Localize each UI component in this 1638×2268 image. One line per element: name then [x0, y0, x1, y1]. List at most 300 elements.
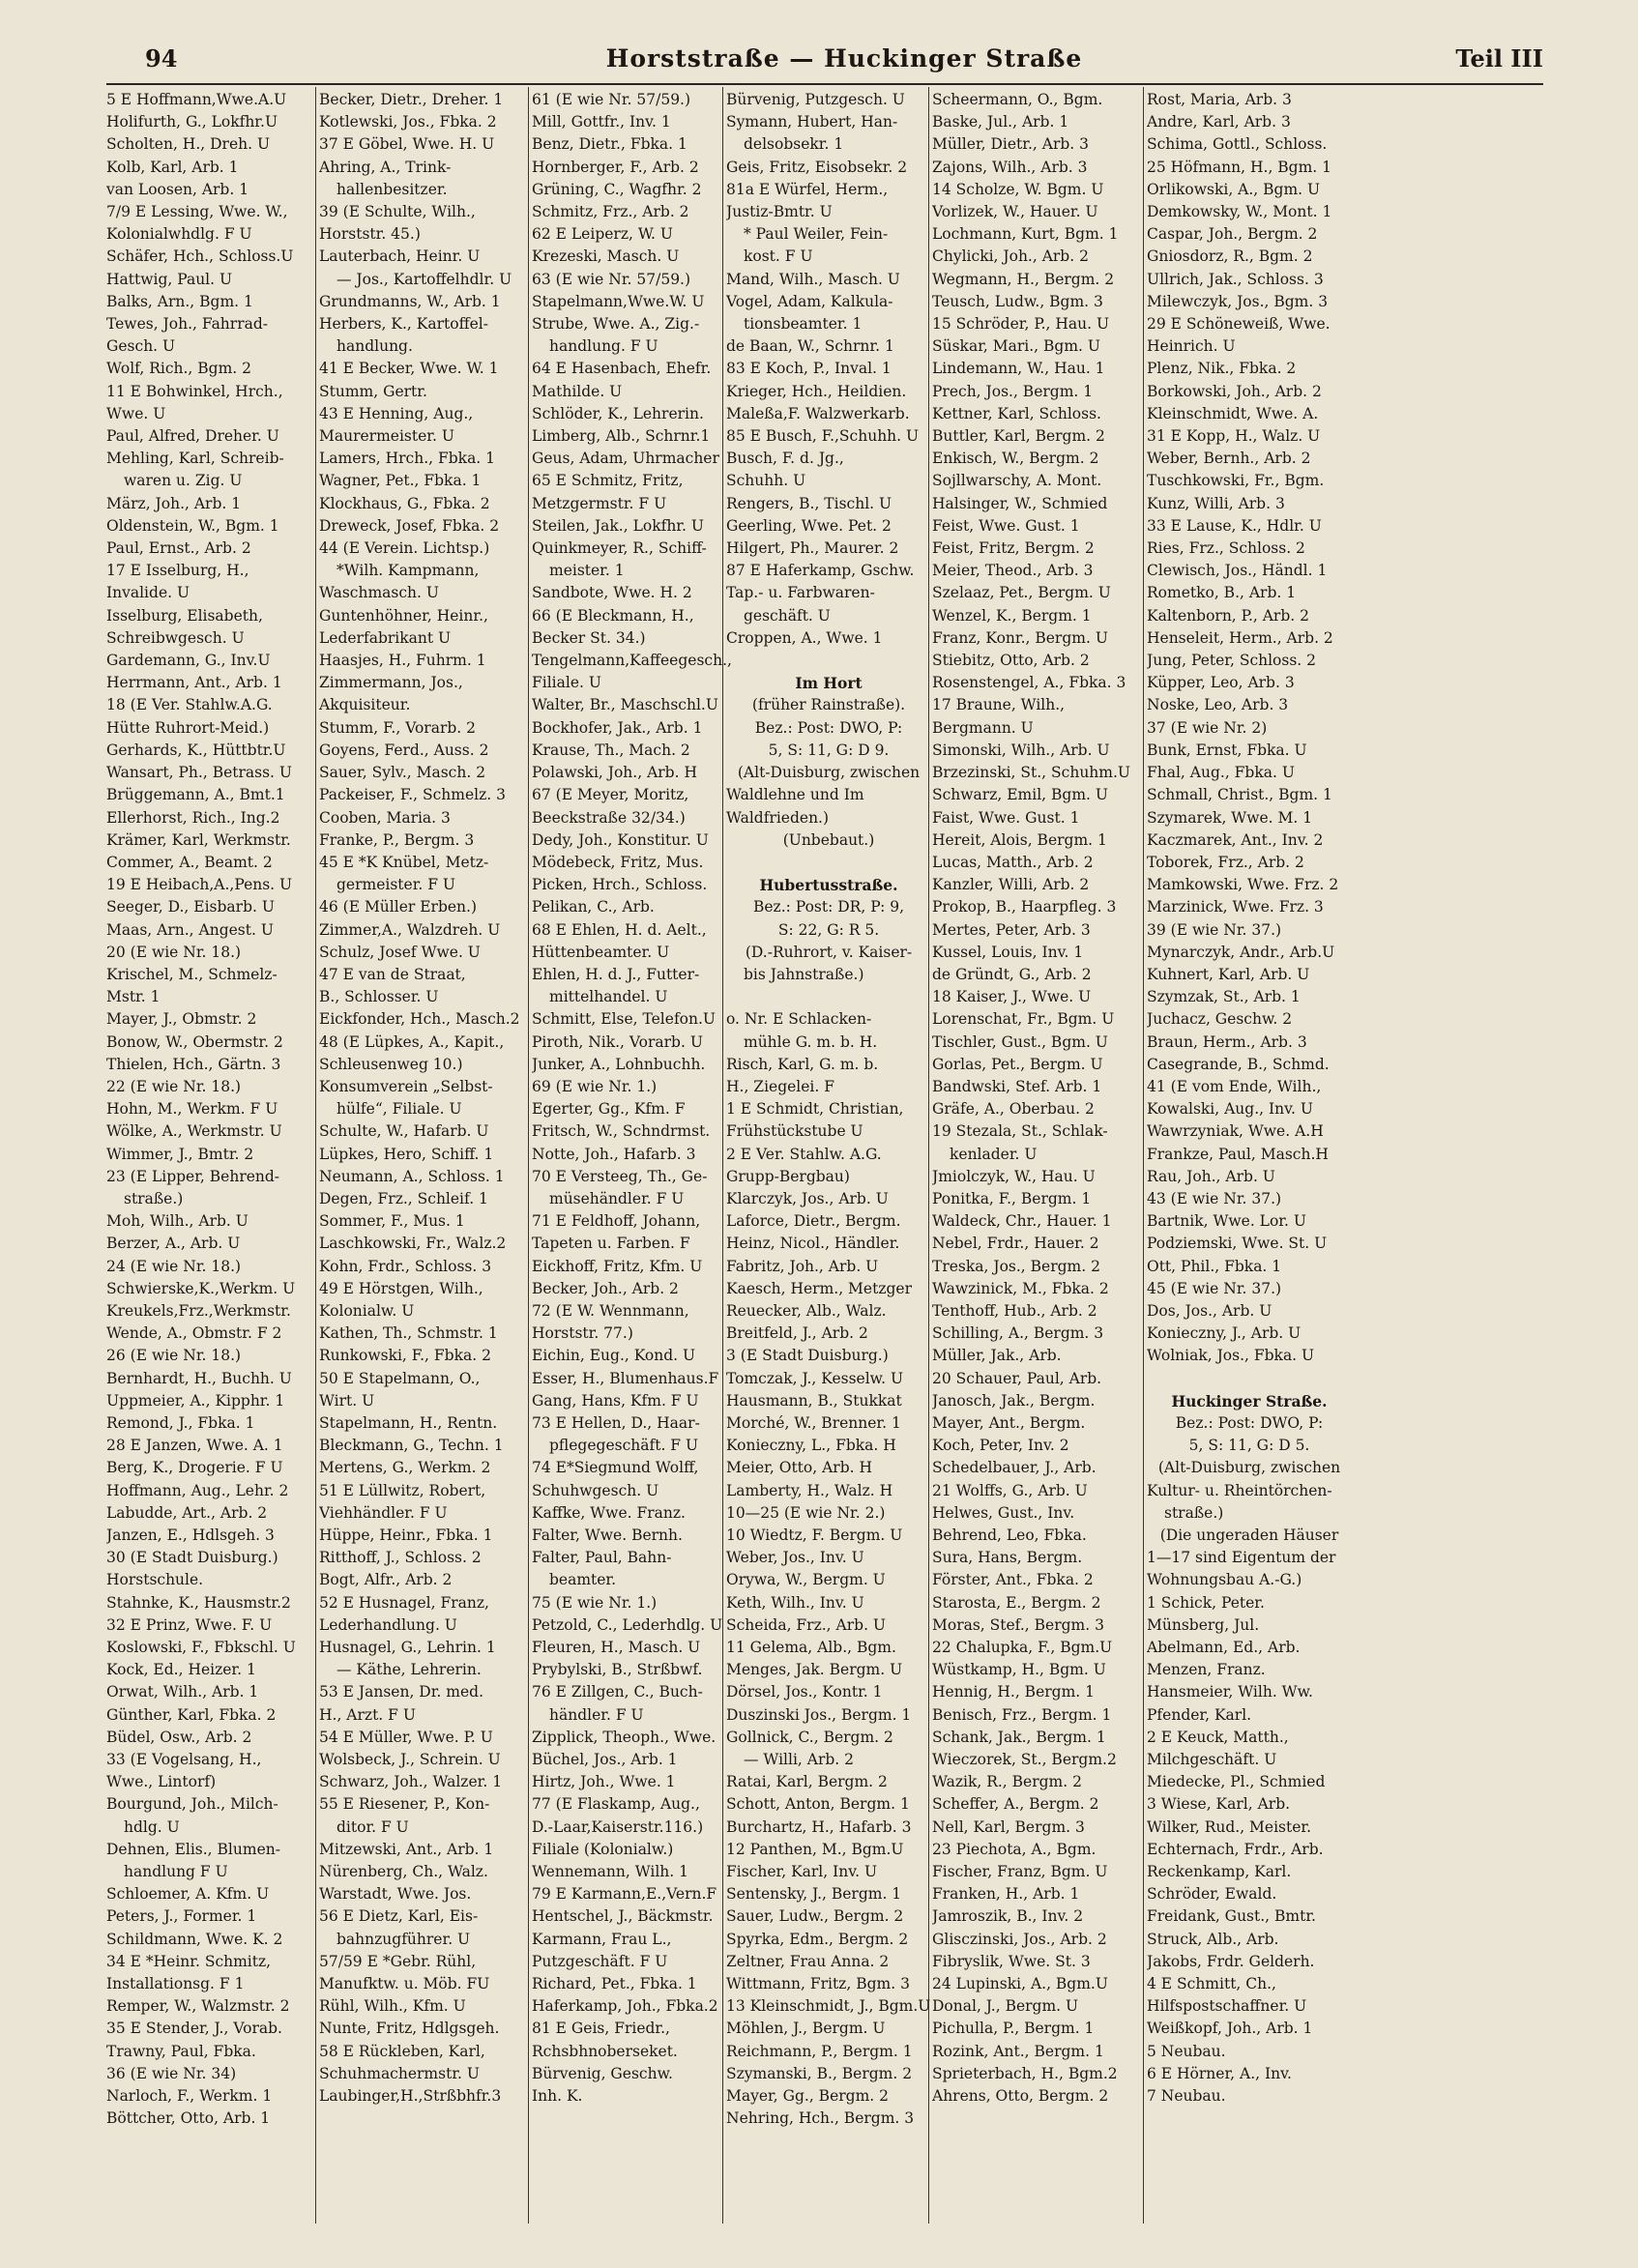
directory-entry: Möhlen, J., Bergm. U [726, 2020, 886, 2038]
directory-entry: Rometko, B., Arb. 1 [1147, 584, 1297, 602]
directory-entry: 32 E Prinz, Wwe. F. U [106, 1615, 273, 1634]
directory-entry: Narloch, F., Werkm. 1 [106, 2087, 273, 2106]
directory-entry: Bleckmann, G., Techn. 1 [319, 1437, 504, 1455]
directory-entry: Paul, Ernst., Arb. 2 [106, 539, 251, 558]
directory-entry: Petzold, C., Lederhdlg. U [532, 1615, 723, 1634]
directory-entry: Hubertusstraße. [759, 876, 898, 895]
directory-entry: Lauterbach, Heinr. U [319, 247, 481, 266]
directory-entry: Mstr. 1 [106, 988, 161, 1006]
directory-entry: 49 E Hörstgen, Wilh., [319, 1279, 483, 1297]
directory-entry: Fischer, Karl, Inv. U [726, 1863, 878, 1881]
directory-entry: 56 E Dietz, Karl, Eis- [319, 1907, 479, 1926]
directory-entry: Nebel, Frdr., Hauer. 2 [932, 1235, 1099, 1253]
directory-entry: Wilker, Rud., Meister. [1147, 1817, 1312, 1836]
directory-entry: mühle G. m. b. H. [744, 1032, 878, 1051]
directory-entry: 62 E Leiperz, W. U [532, 225, 673, 244]
directory-entry: Bürvenig, Geschw. [532, 2064, 673, 2082]
directory-entry: 33 E Lause, K., Hdlr. U [1147, 516, 1322, 535]
directory-entry: Orwat, Wilh., Arb. 1 [106, 1683, 259, 1701]
directory-entry: Berg, K., Drogerie. F U [106, 1459, 283, 1477]
directory-entry: Ahrens, Otto, Bergm. 2 [932, 2087, 1109, 2106]
directory-entry: Kolonialw. U [319, 1301, 415, 1320]
directory-entry: 45 E *K Knübel, Metz- [319, 853, 489, 871]
directory-entry: Schäfer, Hch., Schloss.U [106, 247, 294, 266]
directory-entry: hdlg. U [124, 1817, 180, 1836]
directory-entry: Schleusenweg 10.) [319, 1055, 463, 1073]
directory-entry: Sommer, F., Mus. 1 [319, 1212, 465, 1231]
directory-entry: Simonski, Wilh., Arb. U [932, 741, 1110, 759]
directory-entry: 75 (E wie Nr. 1.) [532, 1593, 658, 1612]
directory-entry: 17 Braune, Wilh., [932, 696, 1066, 714]
directory-entry: Warstadt, Wwe. Jos. [319, 1885, 472, 1904]
directory-entry: Rühl, Wilh., Kfm. U [319, 1997, 466, 2016]
directory-entry: 1 Schick, Peter. [1147, 1593, 1265, 1612]
directory-entry: Donal, J., Bergm. U [932, 1997, 1079, 2016]
directory-entry: Mayer, Gg., Bergm. 2 [726, 2087, 889, 2106]
directory-entry: Tewes, Joh., Fahrrad- [106, 315, 269, 334]
directory-entry: Ellerhorst, Rich., Ing.2 [106, 808, 280, 827]
directory-entry: 52 E Husnagel, Franz, [319, 1593, 489, 1612]
directory-entry: van Loosen, Arb. 1 [106, 180, 249, 198]
column-divider [722, 87, 723, 2224]
directory-entry: beamter. [549, 1571, 617, 1589]
directory-entry: Schwarz, Emil, Bgm. U [932, 786, 1108, 804]
directory-entry: Menges, Jak. Bergm. U [726, 1661, 903, 1679]
directory-entry: Pichulla, P., Bergm. 1 [932, 2020, 1095, 2038]
directory-entry: Paul, Alfred, Dreher. U [106, 427, 279, 446]
directory-entry: 83 E Koch, P., Inval. 1 [726, 360, 892, 378]
directory-entry: (Alt-Duisburg, zwischen [1157, 1459, 1341, 1477]
directory-entry: Szymzak, St., Arb. 1 [1147, 988, 1301, 1006]
directory-entry: Kaczmarek, Ant., Inv. 2 [1147, 830, 1324, 849]
directory-entry: Burchartz, H., Hafarb. 3 [726, 1817, 912, 1836]
directory-entry: Geis, Fritz, Eisobsekr. 2 [726, 158, 908, 176]
page-title: Horststraße — Huckinger Straße [605, 44, 1083, 73]
column-6 [1147, 89, 1352, 2108]
directory-entry: (Die ungeraden Häuser [1159, 1527, 1339, 1544]
directory-entry: 14 Scholze, W. Bgm. U [932, 180, 1104, 198]
directory-entry: 74 E*Siegmund Wolff, [532, 1459, 699, 1477]
directory-entry: Franz, Konr., Bergm. U [932, 628, 1108, 647]
directory-entry: Schmitt, Else, Telefon.U [532, 1010, 716, 1029]
directory-entry: 35 E Stender, J., Vorab. [106, 2020, 282, 2038]
directory-entry: 22 (E wie Nr. 18.) [106, 1077, 242, 1095]
directory-entry: Maas, Arn., Angest. U [106, 920, 274, 939]
directory-entry: — Willi, Arb. 2 [744, 1751, 855, 1769]
directory-entry: handlung. [336, 337, 413, 356]
directory-entry: Zimmer,A., Walzdreh. U [319, 920, 501, 939]
directory-entry: Schilling, A., Bergm. 3 [932, 1324, 1104, 1343]
directory-entry: Treska, Jos., Bergm. 2 [932, 1257, 1100, 1275]
directory-entry: Dreweck, Josef, Fbka. 2 [319, 516, 500, 535]
directory-entry: Prybylski, B., Strßbwf. [532, 1661, 703, 1679]
directory-entry: 24 (E wie Nr. 18.) [106, 1257, 242, 1275]
directory-entry: Holifurth, G., Lokfhr.U [106, 113, 278, 131]
directory-entry: Haasjes, H., Fuhrm. 1 [319, 652, 486, 670]
directory-entry: H., Arzt. F U [319, 1705, 416, 1724]
directory-entry: Lederhandlung. U [319, 1615, 457, 1634]
directory-entry: Gerhards, K., Hüttbtr.U [106, 741, 286, 759]
directory-entry: 70 E Versteeg, Th., Ge- [532, 1167, 708, 1185]
directory-entry: Szelaaz, Pet., Bergm. U [932, 584, 1111, 602]
directory-entry: 11 E Bohwinkel, Hrch., [106, 382, 283, 400]
directory-entry: 64 E Hasenbach, Ehefr. [532, 360, 712, 378]
directory-entry: bis Jahnstraße.) [744, 965, 864, 983]
directory-entry: Peters, J., Former. 1 [106, 1907, 257, 1926]
column-3 [532, 89, 737, 2108]
directory-entry: Nell, Karl, Bergm. 3 [932, 1817, 1085, 1836]
column-divider [928, 87, 929, 2224]
directory-entry: Büchel, Jos., Arb. 1 [532, 1751, 678, 1769]
directory-entry: Runkowski, F., Fbka. 2 [319, 1347, 491, 1365]
directory-entry: 6 E Hörner, A., Inv. [1147, 2064, 1292, 2082]
directory-entry: Richard, Pet., Fbka. 1 [532, 1975, 697, 1993]
directory-entry: S: 22, G: R 5. [777, 920, 880, 939]
directory-entry: Husnagel, G., Lehrin. 1 [319, 1639, 496, 1657]
directory-entry: Feist, Wwe. Gust. 1 [932, 516, 1080, 535]
directory-entry: Tapeten u. Farben. F [532, 1235, 690, 1253]
directory-entry: Scheida, Frz., Arb. U [726, 1615, 886, 1634]
directory-entry: Fibryslik, Wwe. St. 3 [932, 1952, 1091, 1970]
directory-entry: Enkisch, W., Bergm. 2 [932, 450, 1099, 468]
directory-entry: Brzezinski, St., Schuhm.U [932, 764, 1130, 782]
directory-entry: Bandwski, Stef. Arb. 1 [932, 1077, 1102, 1095]
directory-entry: Schott, Anton, Bergm. 1 [726, 1795, 910, 1814]
directory-entry: Eickhoff, Fritz, Kfm. U [532, 1257, 703, 1275]
directory-entry: Sauer, Sylv., Masch. 2 [319, 764, 486, 782]
column-1 [106, 89, 311, 2130]
directory-entry: Mertens, G., Werkm. 2 [319, 1459, 491, 1477]
directory-entry: Heinz, Nicol., Händler. [726, 1235, 900, 1253]
directory-entry: Uppmeier, A., Kipphr. 1 [106, 1391, 285, 1410]
directory-entry: 11 Gelema, Alb., Bgm. [726, 1639, 896, 1657]
directory-entry: Gesch. U [106, 337, 176, 356]
directory-entry: Schank, Jak., Bergm. 1 [932, 1728, 1106, 1746]
directory-entry: Gollnick, C., Bergm. 2 [726, 1728, 893, 1746]
directory-entry: Kowalski, Aug., Inv. U [1147, 1100, 1313, 1119]
directory-entry: Tap.- u. Farbwaren- [726, 584, 875, 602]
directory-entry: Jamroszik, B., Inv. 2 [932, 1907, 1084, 1926]
directory-entry: Scheermann, O., Bgm. [932, 91, 1103, 108]
directory-entry: 85 E Busch, F.,Schuhh. U [726, 427, 920, 446]
directory-entry: Bürvenig, Putzgesch. U [726, 91, 905, 108]
directory-entry: Rost, Maria, Arb. 3 [1147, 91, 1292, 108]
directory-entry: Hausmann, B., Stukkat [726, 1391, 902, 1410]
directory-entry: Notte, Joh., Hafarb. 3 [532, 1145, 696, 1163]
directory-entry: Mitzewski, Ant., Arb. 1 [319, 1840, 494, 1858]
directory-entry: Schuhmachermstr. U [319, 2064, 480, 2082]
directory-entry: Lederfabrikant U [319, 628, 452, 647]
directory-entry: Hüppe, Heinr., Fbka. 1 [319, 1527, 493, 1544]
directory-entry: Mayer, Ant., Bergm. [932, 1413, 1086, 1432]
directory-entry: Moh, Wilh., Arb. U [106, 1212, 249, 1231]
directory-entry: Stiebitz, Otto, Arb. 2 [932, 652, 1090, 670]
directory-entry: 18 (E Ver. Stahlw.A.G. [106, 696, 273, 714]
directory-entry: de Baan, W., Schrnr. 1 [726, 337, 894, 356]
directory-entry: Bonow, W., Obermstr. 2 [106, 1032, 283, 1051]
directory-entry: 41 (E vom Ende, Wilh., [1147, 1077, 1322, 1095]
directory-entry: Berzer, A., Arb. U [106, 1235, 241, 1253]
directory-entry: Herbers, K., Kartoffel- [319, 315, 488, 334]
directory-entry: Thielen, Hch., Gärtn. 3 [106, 1055, 281, 1073]
directory-entry: 18 Kaiser, J., Wwe. U [932, 988, 1092, 1006]
directory-entry: Jakobs, Frdr. Gelderh. [1147, 1952, 1315, 1970]
directory-entry: Moras, Stef., Bergm. 3 [932, 1615, 1104, 1634]
directory-entry: Kettner, Karl, Schloss. [932, 404, 1101, 422]
directory-entry: 23 Piechota, A., Bgm. [932, 1840, 1097, 1858]
directory-entry: Janzen, E., Hdlsgeh. 3 [106, 1527, 275, 1544]
directory-entry: Hirtz, Joh., Wwe. 1 [532, 1773, 676, 1791]
directory-entry: handlung F U [124, 1863, 228, 1881]
directory-entry: 1—17 sind Eigentum der [1147, 1549, 1336, 1567]
directory-entry: Sauer, Ludw., Bergm. 2 [726, 1907, 904, 1926]
directory-entry: 61 (E wie Nr. 57/59.) [532, 91, 691, 108]
directory-entry: Schwarz, Joh., Walzer. 1 [319, 1773, 503, 1791]
directory-entry: Akquisiteur. [319, 696, 411, 714]
directory-entry: Schloemer, A. Kfm. U [106, 1885, 270, 1904]
directory-entry: Echternach, Frdr., Arb. [1147, 1840, 1324, 1858]
directory-entry: 39 (E wie Nr. 37.) [1147, 920, 1282, 939]
directory-entry: 81a E Würfel, Herm., [726, 180, 889, 198]
directory-entry: Reuecker, Alb., Walz. [726, 1301, 887, 1320]
directory-entry: Weißkopf, Joh., Arb. 1 [1147, 2020, 1313, 2038]
directory-entry: 34 E *Heinr. Schmitz, [106, 1952, 272, 1970]
column-divider [315, 87, 316, 2224]
directory-entry: Bez.: Post: DWO, P: [1175, 1413, 1324, 1432]
directory-entry: Schedelbauer, J., Arb. [932, 1459, 1097, 1477]
directory-entry: Horstschule. [106, 1571, 204, 1589]
directory-entry: straße.) [1164, 1503, 1224, 1522]
directory-entry: Lüpkes, Hero, Schiff. 1 [319, 1145, 494, 1163]
directory-entry: tionsbeamter. 1 [744, 315, 863, 334]
directory-entry: Marzinick, Wwe. Frz. 3 [1147, 898, 1324, 916]
directory-entry: Wagner, Pet., Fbka. 1 [319, 472, 482, 490]
directory-entry: Geus, Adam, Uhrmacher [532, 450, 719, 468]
directory-entry: 67 (E Meyer, Moritz, [532, 786, 689, 804]
directory-entry: Schuhwgesch. U [532, 1481, 659, 1499]
directory-entry: Wolniak, Jos., Fbka. U [1147, 1347, 1315, 1365]
directory-entry: de Gründt, G., Arb. 2 [932, 965, 1092, 983]
directory-entry: Ahring, A., Trink- [319, 158, 452, 176]
directory-entry: Kunz, Willi, Arb. 3 [1147, 494, 1285, 512]
directory-entry: Scholten, H., Dreh. U [106, 135, 271, 154]
directory-entry: Noske, Leo, Arb. 3 [1147, 696, 1289, 714]
directory-entry: 79 E Karmann,E.,Vern.F [532, 1885, 717, 1904]
directory-entry: Kaltenborn, P., Arb. 2 [1147, 606, 1309, 625]
directory-entry: 3 (E Stadt Duisburg.) [726, 1347, 889, 1365]
directory-entry: Ullrich, Jak., Schloss. 3 [1147, 270, 1324, 288]
directory-entry: Hereit, Alois, Bergm. 1 [932, 830, 1107, 849]
directory-entry: Waldfrieden.) [726, 808, 830, 827]
directory-entry: Wieczorek, St., Bergm.2 [932, 1751, 1117, 1769]
directory-entry: Herrmann, Ant., Arb. 1 [106, 674, 282, 692]
directory-entry: Feist, Fritz, Bergm. 2 [932, 539, 1095, 558]
directory-entry: Isselburg, Elisabeth, [106, 606, 263, 625]
directory-entry: Zimmermann, Jos., [319, 674, 463, 692]
directory-entry: Koch, Peter, Inv. 2 [932, 1437, 1069, 1455]
directory-entry: Krause, Th., Mach. 2 [532, 741, 690, 759]
directory-entry: Hentschel, J., Bäckmstr. [532, 1907, 714, 1926]
directory-entry: Metzgermstr. F U [532, 494, 667, 512]
directory-entry: 2 E Ver. Stahlw. A.G. [726, 1145, 882, 1163]
directory-entry: Rau, Joh., Arb. U [1147, 1167, 1275, 1185]
directory-entry: Bez.: Post: DR, P: 9, [752, 898, 905, 916]
directory-entry: 26 (E wie Nr. 18.) [106, 1347, 242, 1365]
directory-entry: Meier, Otto, Arb. H [726, 1459, 872, 1477]
directory-entry: 24 Lupinski, A., Bgm.U [932, 1975, 1108, 1993]
directory-entry: Henseleit, Herm., Arb. 2 [1147, 628, 1333, 647]
directory-entry: Zeltner, Frau Anna. 2 [726, 1952, 890, 1970]
directory-entry: 12 Panthen, M., Bgm.U [726, 1840, 904, 1858]
directory-entry: 39 (E Schulte, Wilh., [319, 203, 476, 221]
directory-entry: 1 E Schmidt, Christian, [726, 1100, 904, 1119]
directory-entry: Putzgeschäft. F U [532, 1952, 668, 1970]
directory-entry: Egerter, Gg., Kfm. F [532, 1100, 686, 1119]
directory-entry: Labudde, Art., Arb. 2 [106, 1503, 268, 1522]
directory-entry: Heinrich. U [1147, 337, 1236, 356]
directory-entry: Ritthoff, J., Schloss. 2 [319, 1549, 482, 1567]
directory-entry: Miedecke, Pl., Schmied [1147, 1773, 1326, 1791]
directory-entry: Hüttenbeamter. U [532, 943, 670, 961]
directory-entry: — Käthe, Lehrerin. [336, 1661, 482, 1679]
directory-entry: Grupp-Bergbau) [726, 1167, 850, 1185]
directory-entry: 30 (E Stadt Duisburg.) [106, 1549, 278, 1567]
directory-entry: 5, S: 11, G: D 9. [768, 741, 890, 759]
directory-entry: Stapelmann,Wwe.W. U [532, 292, 705, 310]
directory-entry: Prech, Jos., Bergm. 1 [932, 382, 1094, 400]
page-header [145, 44, 1543, 83]
directory-entry: Schwierske,K.,Werkm. U [106, 1279, 296, 1297]
directory-entry: Freidank, Gust., Bmtr. [1147, 1907, 1316, 1926]
directory-entry: Kussel, Louis, Inv. 1 [932, 943, 1084, 961]
directory-entry: Brüggemann, A., Bmt.1 [106, 786, 285, 804]
directory-entry: 47 E van de Straat, [319, 965, 466, 983]
directory-entry: Ott, Phil., Fbka. 1 [1147, 1257, 1282, 1275]
directory-entry: 23 (E Lipper, Behrend- [106, 1167, 280, 1185]
directory-entry: Gardemann, G., Inv.U [106, 652, 271, 670]
directory-entry: Bernhardt, H., Buchh. U [106, 1369, 292, 1387]
directory-entry: Kolonialwhdlg. F U [106, 225, 252, 244]
directory-entry: Maleßa,F. Walzwerkarb. [726, 404, 910, 422]
directory-entry: Krischel, M., Schmelz- [106, 965, 278, 983]
directory-entry: 29 E Schöneweiß, Wwe. [1147, 315, 1331, 334]
directory-entry: Gräfe, A., Oberbau. 2 [932, 1100, 1095, 1119]
directory-entry: 65 E Schmitz, Fritz, [532, 472, 684, 490]
directory-entry: Franken, H., Arb. 1 [932, 1885, 1080, 1904]
directory-entry: Nunte, Fritz, Hdlgsgeh. [319, 2020, 500, 2038]
directory-entry: (D.-Ruhrort, v. Kaiser- [745, 943, 913, 961]
directory-entry: Becker, Dietr., Dreher. 1 [319, 91, 504, 108]
directory-entry: ditor. F U [336, 1817, 409, 1836]
directory-entry: Keth, Wilh., Inv. U [726, 1593, 864, 1612]
directory-entry: Horststr. 77.) [532, 1324, 633, 1343]
directory-entry: Lucas, Matth., Arb. 2 [932, 853, 1094, 871]
directory-entry: Kock, Ed., Heizer. 1 [106, 1661, 256, 1679]
directory-entry: 33 (E Vogelsang, H., [106, 1751, 262, 1769]
directory-entry: Justiz-Bmtr. U [726, 203, 833, 221]
directory-entry: Müller, Jak., Arb. [932, 1347, 1062, 1365]
directory-entry: 28 E Janzen, Wwe. A. 1 [106, 1437, 283, 1455]
directory-entry: Schulte, W., Hafarb. U [319, 1122, 489, 1141]
directory-entry: Lorenschat, Fr., Bgm. U [932, 1010, 1115, 1029]
directory-entry: Tuschkowski, Fr., Bgm. [1147, 472, 1325, 490]
directory-entry: Menzen, Franz. [1147, 1661, 1266, 1679]
directory-entry: Bogt, Alfr., Arb. 2 [319, 1571, 453, 1589]
directory-entry: 5 Neubau. [1147, 2042, 1226, 2060]
directory-entry: Ries, Frz., Schloss. 2 [1147, 539, 1305, 558]
directory-entry: Struck, Alb., Arb. [1147, 1930, 1279, 1948]
page-number: 94 [145, 44, 178, 73]
directory-entry: Baske, Jul., Arb. 1 [932, 113, 1069, 131]
header-rule [106, 83, 1543, 85]
directory-entry: Maurermeister. U [319, 427, 454, 446]
directory-entry: Szymarek, Wwe. M. 1 [1147, 808, 1313, 827]
directory-entry: 37 E Göbel, Wwe. H. U [319, 135, 495, 154]
directory-entry: Kuhnert, Karl, Arb. U [1147, 965, 1310, 983]
directory-entry: Rozink, Ant., Bergm. 1 [932, 2042, 1104, 2060]
directory-entry: Tenthoff, Hub., Arb. 2 [932, 1301, 1097, 1320]
directory-entry: Küpper, Leo, Arb. 3 [1147, 674, 1295, 692]
directory-entry: Hansmeier, Wilh. Ww. [1147, 1683, 1313, 1701]
directory-entry: Andre, Karl, Arb. 3 [1147, 113, 1291, 131]
directory-entry: Wwe., Lintorf) [106, 1773, 217, 1791]
directory-entry: 22 Chalupka, F., Bgm.U [932, 1639, 1113, 1657]
directory-entry: Kreukels,Frz.,Werkmstr. [106, 1301, 291, 1320]
directory-entry: Müller, Dietr., Arb. 3 [932, 135, 1090, 154]
directory-entry: Schildmann, Wwe. K. 2 [106, 1930, 283, 1948]
directory-entry: Haferkamp, Joh., Fbka.2 [532, 1997, 718, 2016]
directory-entry: D.-Laar,Kaiserstr.116.) [532, 1817, 704, 1836]
directory-entry: 10—25 (E wie Nr. 2.) [726, 1503, 886, 1522]
directory-entry: Wolf, Rich., Bgm. 2 [106, 360, 252, 378]
directory-entry: 4 E Schmitt, Ch., [1147, 1975, 1276, 1993]
directory-entry: Hattwig, Paul. U [106, 270, 233, 288]
directory-entry: 31 E Kopp, H., Walz. U [1147, 427, 1321, 446]
directory-entry: Dehnen, Elis., Blumen- [106, 1840, 280, 1858]
directory-entry: 3 Wiese, Karl, Arb. [1147, 1795, 1291, 1814]
directory-entry: Esser, H., Blumenhaus.F [532, 1369, 719, 1387]
column-4 [726, 89, 931, 2130]
directory-entry: Wohnungsbau A.-G.) [1147, 1571, 1302, 1589]
directory-entry: Goyens, Ferd., Auss. 2 [319, 741, 489, 759]
directory-entry: Orywa, W., Bergm. U [726, 1571, 886, 1589]
directory-entry: o. Nr. E Schlacken- [726, 1010, 872, 1029]
directory-entry: (früher Rainstraße). [751, 696, 906, 714]
directory-entry: Plenz, Nik., Fbka. 2 [1147, 360, 1297, 378]
directory-entry: Degen, Frz., Schleif. 1 [319, 1189, 488, 1207]
directory-entry: Benisch, Frz., Bergm. 1 [932, 1705, 1112, 1724]
directory-entry: Karmann, Frau L., [532, 1930, 672, 1948]
directory-entry: kost. F U [744, 247, 813, 266]
directory-entry: 20 (E wie Nr. 18.) [106, 943, 242, 961]
directory-entry: 77 (E Flaskamp, Aug., [532, 1795, 700, 1814]
directory-entry: * Paul Weiler, Fein- [744, 225, 889, 244]
directory-entry: Schmitz, Frz., Arb. 2 [532, 203, 689, 221]
directory-entry: Weber, Jos., Inv. U [726, 1549, 864, 1567]
directory-entry: Piroth, Nik., Vorarb. U [532, 1032, 703, 1051]
directory-entry: Lamberty, H., Walz. H [726, 1481, 893, 1499]
directory-entry: H., Ziegelei. F [726, 1077, 834, 1095]
column-divider [528, 87, 529, 2224]
directory-entry: 37 (E wie Nr. 2) [1147, 718, 1268, 737]
directory-entry: Manufktw. u. Möb. FU [319, 1975, 490, 1993]
directory-entry: Remond, J., Fbka. 1 [106, 1413, 255, 1432]
directory-entry: Reckenkamp, Karl. [1147, 1863, 1292, 1881]
directory-entry: Mayer, J., Obmstr. 2 [106, 1010, 257, 1029]
directory-entry: kenlader. U [950, 1145, 1038, 1163]
directory-entry: Wawrzyniak, Wwe. A.H [1147, 1122, 1324, 1141]
directory-entry: Toborek, Frz., Arb. 2 [1147, 853, 1304, 871]
